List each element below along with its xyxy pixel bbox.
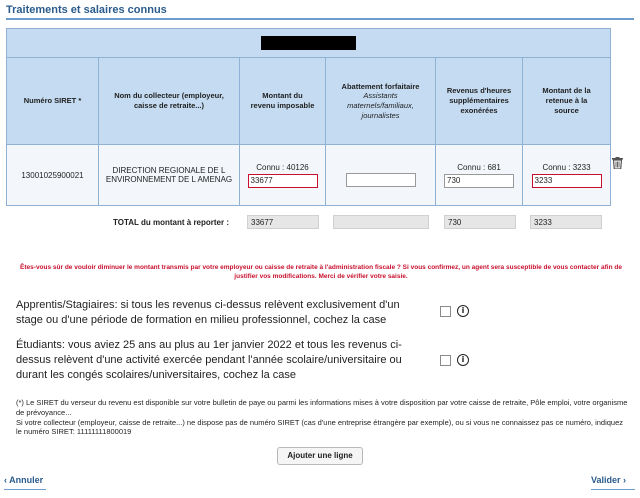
etudiants-label: Étudiants: vous aviez 25 ans au plus au 1er janvier 2022 et tous les revenus ci-dessus relèvent d'une activité exercée pendant l'année scolaire/universitaire ou durant les congés scolaires/universitaires, cochez la case <box>16 339 402 381</box>
cell-retenue <box>523 145 611 206</box>
cell-heures-sup <box>436 145 523 206</box>
total-retenue: 3233 <box>530 215 602 229</box>
section-title: Traitements et salaires connus <box>6 4 167 16</box>
apprentis-label: Apprentis/Stagiaires: si tous les revenus ci-dessus relèvent exclusivement d'un stage ou d'une période de formation en milieu professionnel, cochez la case <box>16 299 400 326</box>
footnote <box>16 398 628 437</box>
add-line-button[interactable]: Ajouter une ligne <box>277 447 363 465</box>
header-abattement-sub: Assistants maternels/familiaux, journalistes <box>347 91 414 120</box>
header-abattement-title: Abattement forfaitaire <box>341 81 420 91</box>
redacted-block <box>261 36 356 50</box>
etudiants-info-icon[interactable]: i <box>457 354 469 366</box>
retenue-input[interactable]: 3233 <box>532 174 602 188</box>
footnote-line1: (*) Le SIRET du verseur du revenu est disponible sur votre bulletin de paye ou parmi les informations mises à votre disposition par votre caisse de retraite, Pôle emploi, votre organisme de prévoyance... <box>16 398 628 417</box>
total-abattement <box>333 215 429 229</box>
header-collecteur: Nom du collecteur (employeur, caisse de retraite...) <box>99 58 240 145</box>
total-label: TOTAL du montant à reporter : <box>113 218 230 227</box>
total-montant: 33677 <box>247 215 319 229</box>
chevron-left-icon: ‹ <box>4 475 7 485</box>
chevron-right-icon: › <box>623 475 627 485</box>
apprentis-info-icon[interactable]: i <box>457 305 469 317</box>
table-row <box>7 145 611 206</box>
redacted-banner <box>7 29 611 58</box>
montant-input[interactable]: 33677 <box>248 174 318 188</box>
header-heures-sup: Revenus d'heures supplémentaires exonérées <box>436 58 523 145</box>
income-table <box>6 28 611 206</box>
header-abattement <box>326 58 436 145</box>
footnote-line2: Si votre collecteur (employeur, caisse de retraite...) ne dispose pas de numéro SIRET (cas d'une entreprise étrangère par exemple), ou si vous ne connaissez pas ce numéro, indiquez le numéro SIRET: 11111111800019 <box>16 417 624 437</box>
retenue-known: Connu : 3233 <box>542 162 591 172</box>
validate-underline <box>591 489 635 490</box>
cell-abattement <box>326 145 436 206</box>
total-heures: 730 <box>444 215 516 229</box>
cell-montant <box>240 145 326 206</box>
abattement-input[interactable] <box>346 173 416 187</box>
section-divider <box>6 18 634 20</box>
montant-known: Connu : 40126 <box>256 162 309 172</box>
cell-collecteur: DIRECTION REGIONALE DE L ENVIRONNEMENT DE L AMENAG <box>99 145 240 206</box>
cancel-label: Annuler <box>9 475 44 485</box>
header-montant: Montant du revenu imposable <box>240 58 326 145</box>
apprentis-checkbox[interactable] <box>440 306 451 317</box>
cell-siret: 13001025900021 <box>7 145 99 206</box>
etudiants-checkbox[interactable] <box>440 355 451 366</box>
warning-message: Êtes-vous sûr de vouloir diminuer le montant transmis par votre employeur ou caisse de retraite à l'administration fiscale ? Si vous confirmez, un agent sera susceptible de vous contacter afin de justifier vos modifications. Merci de vérifier votre saisie. <box>20 264 622 280</box>
heures-input[interactable]: 730 <box>444 174 514 188</box>
header-retenue: Montant de la retenue à la source <box>523 58 611 145</box>
cancel-link[interactable] <box>4 475 43 485</box>
trash-icon[interactable] <box>612 157 623 169</box>
header-siret: Numéro SIRET * <box>7 58 99 145</box>
validate-link[interactable] <box>591 475 626 485</box>
heures-known: Connu : 681 <box>457 162 501 172</box>
cancel-underline <box>4 489 46 490</box>
validate-label: Valider <box>591 475 621 485</box>
